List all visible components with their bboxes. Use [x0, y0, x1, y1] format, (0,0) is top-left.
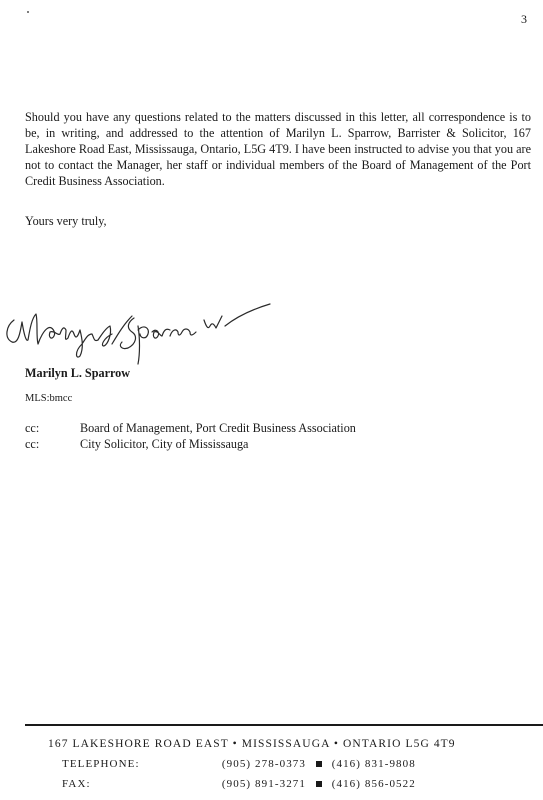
- cc-label: cc:: [25, 437, 40, 451]
- body-paragraph: Should you have any questions related to the matters discussed in this letter, all correspondence is to be, in writing, and addressed to the attention of Marilyn L. Sparrow, Barrister & Solicitor, 167 Lakeshore Road East, Mississauga, Ontario, L5G 4T9. I have been instructed to advise you that you are not to contact the Manager, her staff or individual members of the Board of Management of the Port Credit Business Association.: [25, 110, 531, 188]
- cc-recipient: Board of Management, Port Credit Business Association: [80, 421, 356, 435]
- reference-initials: MLS:bmcc: [25, 393, 73, 404]
- telephone-number-primary: (905) 278-0373: [221, 758, 306, 770]
- footer-divider: [25, 724, 543, 726]
- separator-square-icon: [316, 781, 322, 787]
- cc-list: [25, 420, 356, 452]
- footer-fax: [62, 778, 416, 790]
- closing-salutation: Yours very truly,: [25, 214, 107, 228]
- separator-square-icon: [316, 761, 322, 767]
- cc-label: cc:: [25, 421, 40, 435]
- cc-row: [25, 436, 356, 452]
- cc-row: [25, 420, 356, 436]
- telephone-number-secondary: (416) 831-9808: [331, 758, 416, 770]
- scan-speck: [27, 11, 29, 13]
- footer-telephone: [62, 758, 416, 770]
- cc-recipient: City Solicitor, City of Mississauga: [80, 437, 249, 451]
- telephone-label: TELEPHONE:: [62, 758, 140, 770]
- signer-name: Marilyn L. Sparrow: [25, 366, 131, 380]
- fax-number-primary: (905) 891-3271: [221, 778, 306, 790]
- fax-label: FAX:: [62, 778, 91, 790]
- page-number: 3: [521, 12, 527, 26]
- footer-address: 167 LAKESHORE ROAD EAST • MISSISSAUGA • ONTARIO L5G 4T9: [48, 738, 456, 750]
- fax-number-secondary: (416) 856-0522: [331, 778, 416, 790]
